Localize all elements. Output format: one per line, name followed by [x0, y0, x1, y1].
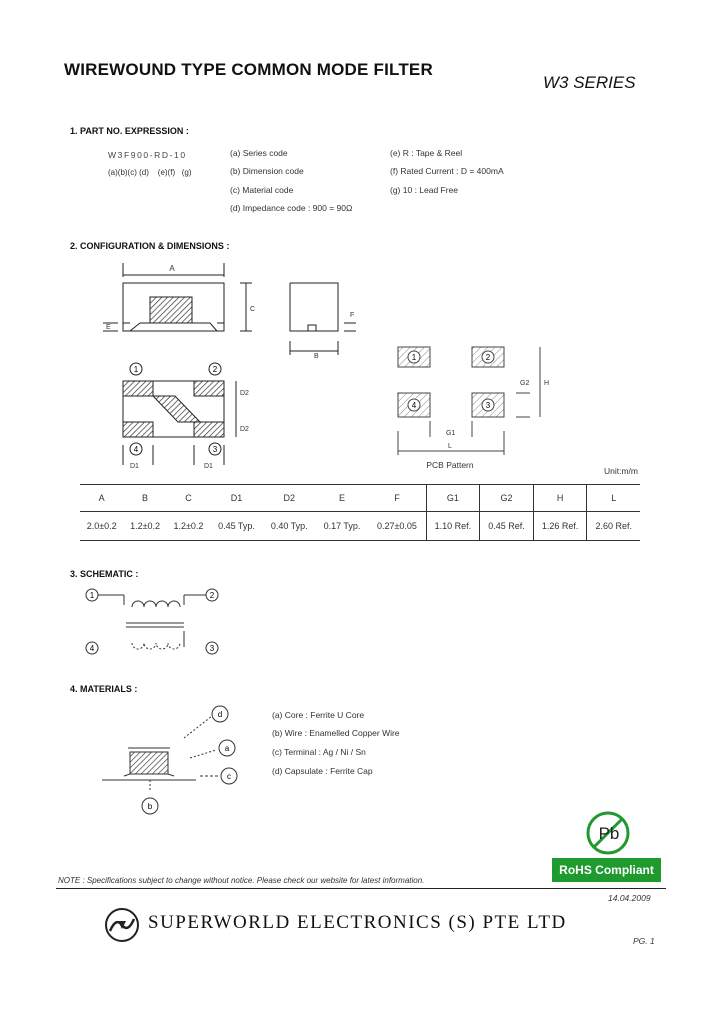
table-cell: 2.60 Ref. — [587, 512, 640, 541]
dim-label-g1: G1 — [446, 430, 456, 437]
schematic-diagram — [80, 585, 240, 660]
part-code: W3F900-RD-10 — [108, 150, 187, 160]
part-no-heading: 1. PART NO. EXPRESSION : — [70, 126, 189, 136]
dim-label-g2: G2 — [520, 380, 530, 387]
schematic-pin-2: 2 — [209, 591, 215, 600]
pcb-pattern — [398, 347, 540, 455]
table-header: B — [123, 485, 166, 512]
pcb-caption: PCB Pattern — [426, 460, 474, 470]
dimension-drawings — [0, 255, 720, 485]
table-header: G1 — [426, 485, 480, 512]
config-heading: 2. CONFIGURATION & DIMENSIONS : — [70, 241, 230, 251]
material-item-b: (b) Wire : Enamelled Copper Wire — [272, 728, 400, 738]
table-header: D1 — [210, 485, 263, 512]
callout-c: c — [227, 772, 231, 781]
dim-label-h: H — [544, 380, 550, 387]
page-number: PG. 1 — [633, 936, 655, 946]
document-title: WIREWOUND TYPE COMMON MODE FILTER — [64, 60, 433, 79]
dimension-table — [80, 484, 640, 541]
table-header: F — [368, 485, 426, 512]
table-cell: 0.45 Typ. — [210, 512, 263, 541]
part-item-c: (c) Material code — [230, 185, 294, 195]
callout-d: d — [217, 710, 223, 719]
table-cell: 0.40 Typ. — [263, 512, 316, 541]
dim-label-l: L — [448, 443, 452, 450]
dim-label-d1-left: D1 — [130, 463, 139, 470]
footer-divider — [56, 888, 666, 889]
schematic-pin-1: 1 — [89, 591, 95, 600]
unit-label: Unit:m/m — [604, 466, 638, 476]
material-item-d: (d) Capsulate : Ferrite Cap — [272, 766, 373, 776]
lead-free-icon — [585, 810, 631, 856]
dim-label-c: C — [250, 306, 256, 313]
material-item-a: (a) Core : Ferrite U Core — [272, 710, 365, 720]
schematic-pin-3: 3 — [209, 644, 215, 653]
bottom-view — [123, 381, 236, 465]
materials-diagram — [90, 700, 250, 825]
part-item-g: (g) 10 : Lead Free — [390, 185, 459, 195]
part-item-a: (a) Series code — [230, 148, 288, 158]
dim-label-e: E — [106, 324, 111, 331]
schematic-pin-4: 4 — [89, 644, 95, 653]
table-cell: 0.27±0.05 — [368, 512, 426, 541]
footer-date: 14.04.2009 — [608, 893, 651, 903]
footer-note: NOTE : Specifications subject to change without notice. Please check our website for latest information. — [58, 876, 425, 885]
dim-label-b: B — [314, 353, 319, 360]
materials-heading: 4. MATERIALS : — [70, 684, 138, 694]
table-cell: 1.26 Ref. — [533, 512, 587, 541]
pin-3-label: 3 — [212, 445, 218, 454]
pcb-pin-1: 1 — [411, 353, 417, 362]
table-header: E — [316, 485, 369, 512]
part-item-f: (f) Rated Current : D = 400mA — [390, 166, 504, 176]
part-item-e: (e) R : Tape & Reel — [390, 148, 463, 158]
company-logo-icon — [104, 907, 140, 943]
schematic-heading: 3. SCHEMATIC : — [70, 569, 139, 579]
pcb-pin-3: 3 — [485, 401, 491, 410]
part-item-b: (b) Dimension code — [230, 166, 304, 176]
pcb-pin-4: 4 — [411, 401, 417, 410]
side-view — [290, 283, 356, 355]
table-header-row — [80, 485, 640, 512]
table-cell: 0.45 Ref. — [480, 512, 534, 541]
table-cell: 1.2±0.2 — [167, 512, 210, 541]
material-item-c: (c) Terminal : Ag / Ni / Sn — [272, 747, 366, 757]
front-view — [103, 263, 252, 331]
part-code-letters: (a)(b)(c) (d) (e)(f) (g) — [108, 168, 192, 177]
dim-label-d2-top: D2 — [240, 390, 249, 397]
table-header: L — [587, 485, 640, 512]
table-cell: 2.0±0.2 — [80, 512, 123, 541]
table-header: C — [167, 485, 210, 512]
dim-label-f: F — [350, 312, 355, 319]
part-item-d: (d) Impedance code : 900 = 90Ω — [230, 203, 353, 213]
pb-symbol: Pb — [598, 824, 620, 843]
callout-a: a — [224, 744, 230, 753]
table-header: D2 — [263, 485, 316, 512]
pin-4-label: 4 — [133, 445, 139, 454]
table-cell: 0.17 Typ. — [316, 512, 369, 541]
table-cell: 1.10 Ref. — [426, 512, 480, 541]
series-name: W3 SERIES — [543, 73, 636, 92]
dim-label-d1-right: D1 — [204, 463, 213, 470]
table-header: A — [80, 485, 123, 512]
table-row — [80, 512, 640, 541]
callout-b: b — [147, 802, 153, 811]
company-name: SUPERWORLD ELECTRONICS (S) PTE LTD — [148, 912, 567, 933]
table-cell: 1.2±0.2 — [123, 512, 166, 541]
dim-label-a: A — [169, 264, 175, 273]
table-header: H — [533, 485, 587, 512]
rohs-badge: RoHS Compliant — [552, 858, 661, 882]
table-header: G2 — [480, 485, 534, 512]
pin-2-label: 2 — [212, 365, 218, 374]
pin-1-label: 1 — [133, 365, 139, 374]
dim-label-d2-bottom: D2 — [240, 426, 249, 433]
pcb-pin-2: 2 — [485, 353, 491, 362]
